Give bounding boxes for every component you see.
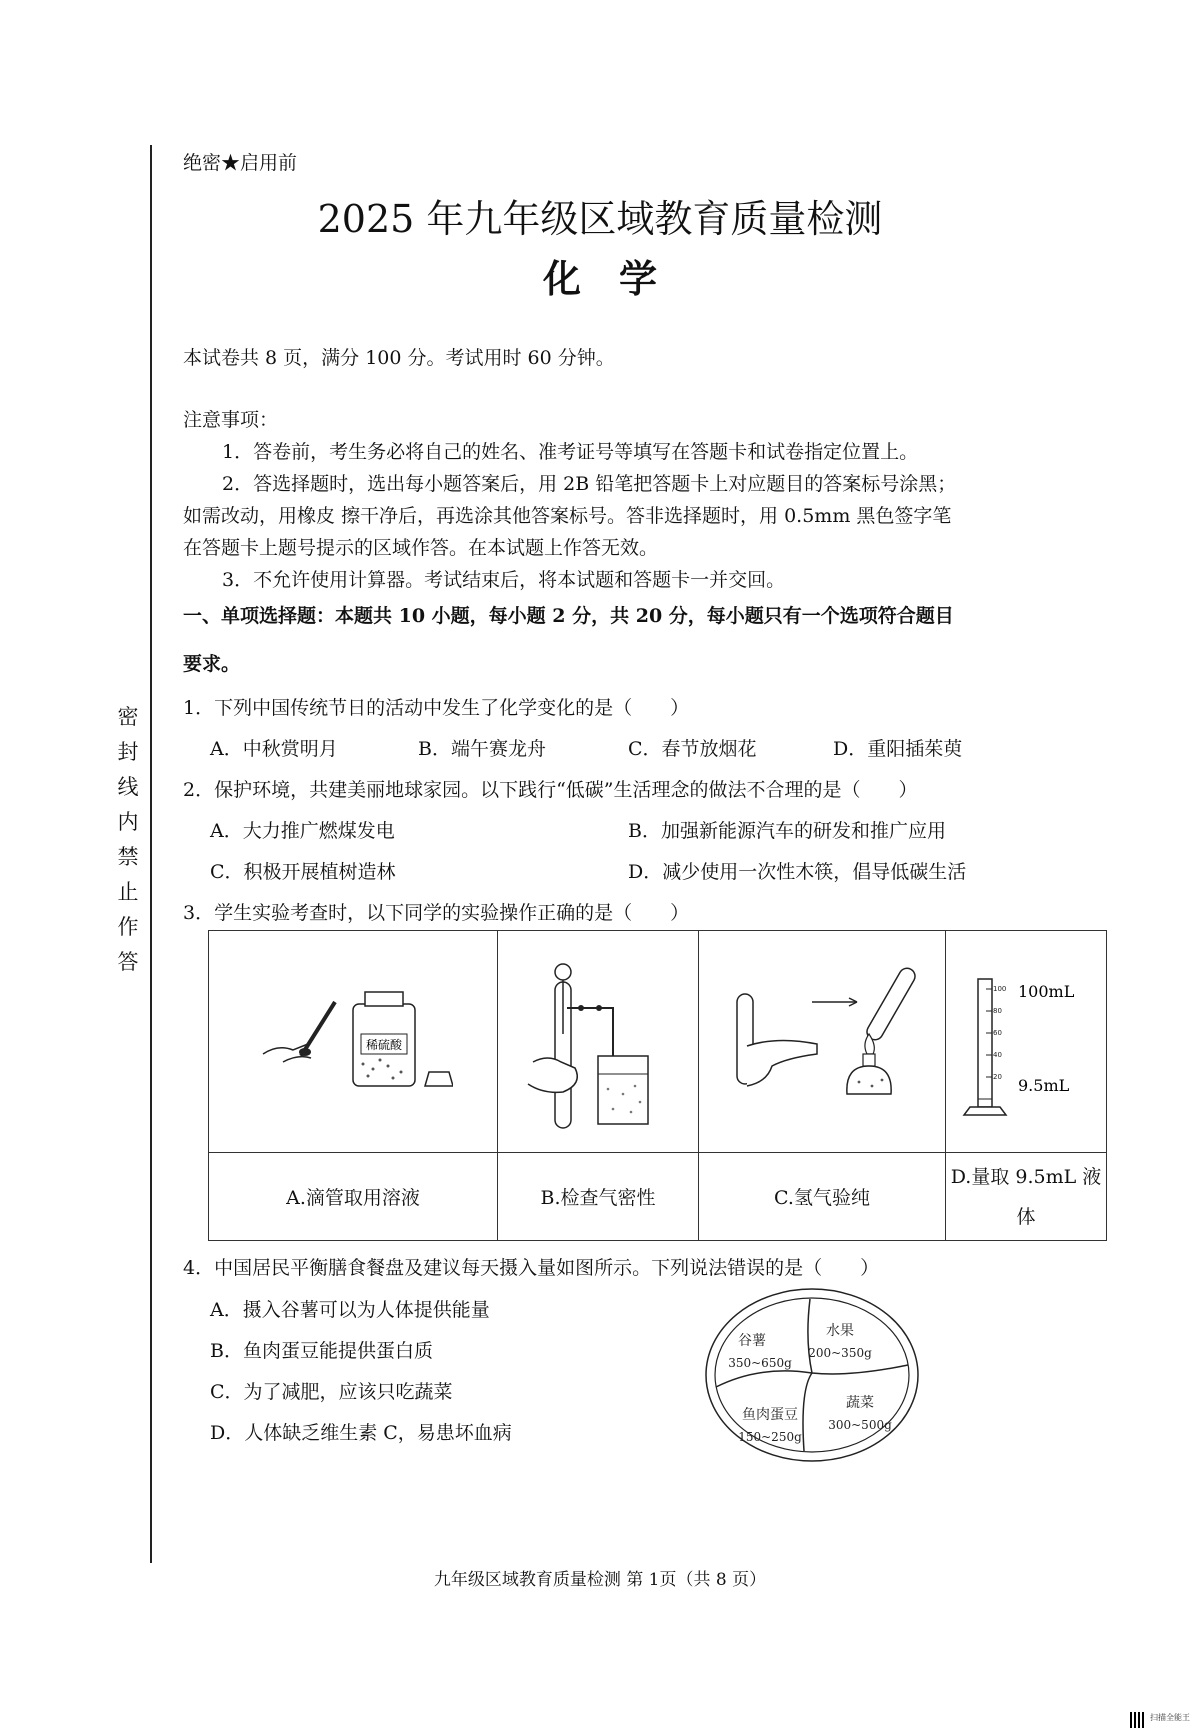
q2-option-a: A．大力推广燃煤发电 [210,820,395,842]
cylinder-tick-label: 20 [993,1073,1002,1081]
cylinder-capacity-label: 100mL [1018,982,1075,1001]
seal-char: 封 [117,740,139,764]
airtightness-figure [513,944,683,1134]
section-heading: 一、单项选择题：本题共 10 小题，每小题 2 分，共 20 分，每小题只有一个选项符合题目 [183,605,954,627]
q2-option-c: C．积极开展植树造林 [210,861,396,883]
bottle-label: 稀硫酸 [365,1038,403,1052]
plate-meat-amount: 150~250g [738,1430,802,1444]
q2-option-d: D．减少使用一次性木筷，倡导低碳生活 [628,861,967,883]
binding-line [150,145,152,1563]
note-line: 2．答选择题时，选出每小题答案后，用 2B 铅笔把答题卡上对应题目的答案标号涂黑； [222,473,957,495]
exam-title: 2025 年九年级区域教育质量检测 [317,197,883,241]
seal-char: 作 [117,915,139,939]
caption-d-line2: 体 [1016,1205,1036,1228]
qr-code-icon [1130,1712,1146,1728]
page-footer: 九年级区域教育质量检测 第 1页（共 8 页） [433,1570,767,1590]
q3-figure-table [208,930,1107,1241]
caption-d-line1: D.量取 9.5mL 液 [950,1165,1102,1188]
cylinder-volume-label: 9.5mL [1018,1076,1070,1095]
intro-text: 本试卷共 8 页，满分 100 分。考试用时 60 分钟。 [183,347,615,369]
caption-b: B.检查气密性 [498,1153,699,1241]
food-plate-diagram [700,1285,930,1465]
cylinder-tick-label: 100 [993,985,1007,993]
q1-option-b: B．端午赛龙舟 [418,738,546,760]
q4-option-b: B．鱼肉蛋豆能提供蛋白质 [210,1340,433,1362]
plate-veg-amount: 300~500g [828,1418,892,1432]
plate-grain-label: 谷薯 [738,1333,766,1349]
q4-stem: 4．中国居民平衡膳食餐盘及建议每天摄入量如图所示。下列说法错误的是（ ） [183,1257,880,1279]
note-line: 如需改动，用橡皮 擦干净后，再选涂其他答案标号。答非选择题时，用 0.5mm 黑色签字笔 [183,505,952,527]
plate-fruit-amount: 200~350g [808,1346,872,1360]
seal-char: 线 [117,775,139,799]
q1-option-c: C．春节放烟花 [628,738,757,760]
q2-option-b: B．加强新能源汽车的研发和推广应用 [628,820,946,842]
graduated-cylinder-figure [956,959,1096,1119]
hydrogen-test-figure [717,954,927,1124]
q4-option-d: D．人体缺乏维生素 C，易患坏血病 [210,1422,512,1444]
q4-option-a: A．摄入谷薯可以为人体提供能量 [210,1299,490,1321]
q4-option-c: C．为了减肥，应该只吃蔬菜 [210,1381,453,1403]
figure-d-cell [946,931,1107,1153]
subject-title: 化学 [542,256,695,301]
figure-c-cell [699,931,946,1153]
q1-stem: 1．下列中国传统节日的活动中发生了化学变化的是（ ） [183,697,690,719]
seal-char: 密 [117,705,139,729]
secret-label: 绝密★启用前 [183,152,298,174]
caption-a: A.滴管取用溶液 [209,1153,498,1241]
note-line: 1．答卷前，考生务必将自己的姓名、准考证号等填写在答题卡和试卷指定位置上。 [222,441,919,463]
scanner-logo: 扫描全能王 [1150,1713,1190,1722]
q1-option-a: A．中秋赏明月 [210,738,338,760]
seal-char: 答 [117,950,139,974]
seal-char: 禁 [117,845,139,869]
notes-heading: 注意事项： [183,409,279,431]
plate-grain-amount: 350~650g [728,1356,792,1370]
seal-char: 止 [117,880,139,904]
note-line: 在答题卡上题号提示的区域作答。在本试题上作答无效。 [183,537,659,559]
q3-stem: 3．学生实验考查时，以下同学的实验操作正确的是（ ） [183,902,690,924]
caption-c: C.氢气验纯 [699,1153,946,1241]
cylinder-tick-label: 40 [993,1051,1002,1059]
dropper-figure [253,974,453,1104]
section-heading-cont: 要求。 [183,653,241,675]
plate-meat-label: 鱼肉蛋豆 [742,1407,798,1423]
note-line: 3．不允许使用计算器。考试结束后，将本试题和答题卡一并交回。 [222,569,786,591]
seal-char: 内 [117,810,139,834]
q1-option-d: D．重阳插茱萸 [833,738,963,760]
plate-fruit-label: 水果 [826,1323,854,1339]
cylinder-tick-label: 80 [993,1007,1002,1015]
figure-a-cell [209,931,498,1153]
q2-stem: 2．保护环境，共建美丽地球家园。以下践行“低碳”生活理念的做法不合理的是（ ） [183,779,918,801]
seal-text [116,700,140,980]
caption-d [946,1153,1107,1241]
figure-b-cell [498,931,699,1153]
cylinder-tick-label: 60 [993,1029,1002,1037]
plate-veg-label: 蔬菜 [846,1395,874,1411]
